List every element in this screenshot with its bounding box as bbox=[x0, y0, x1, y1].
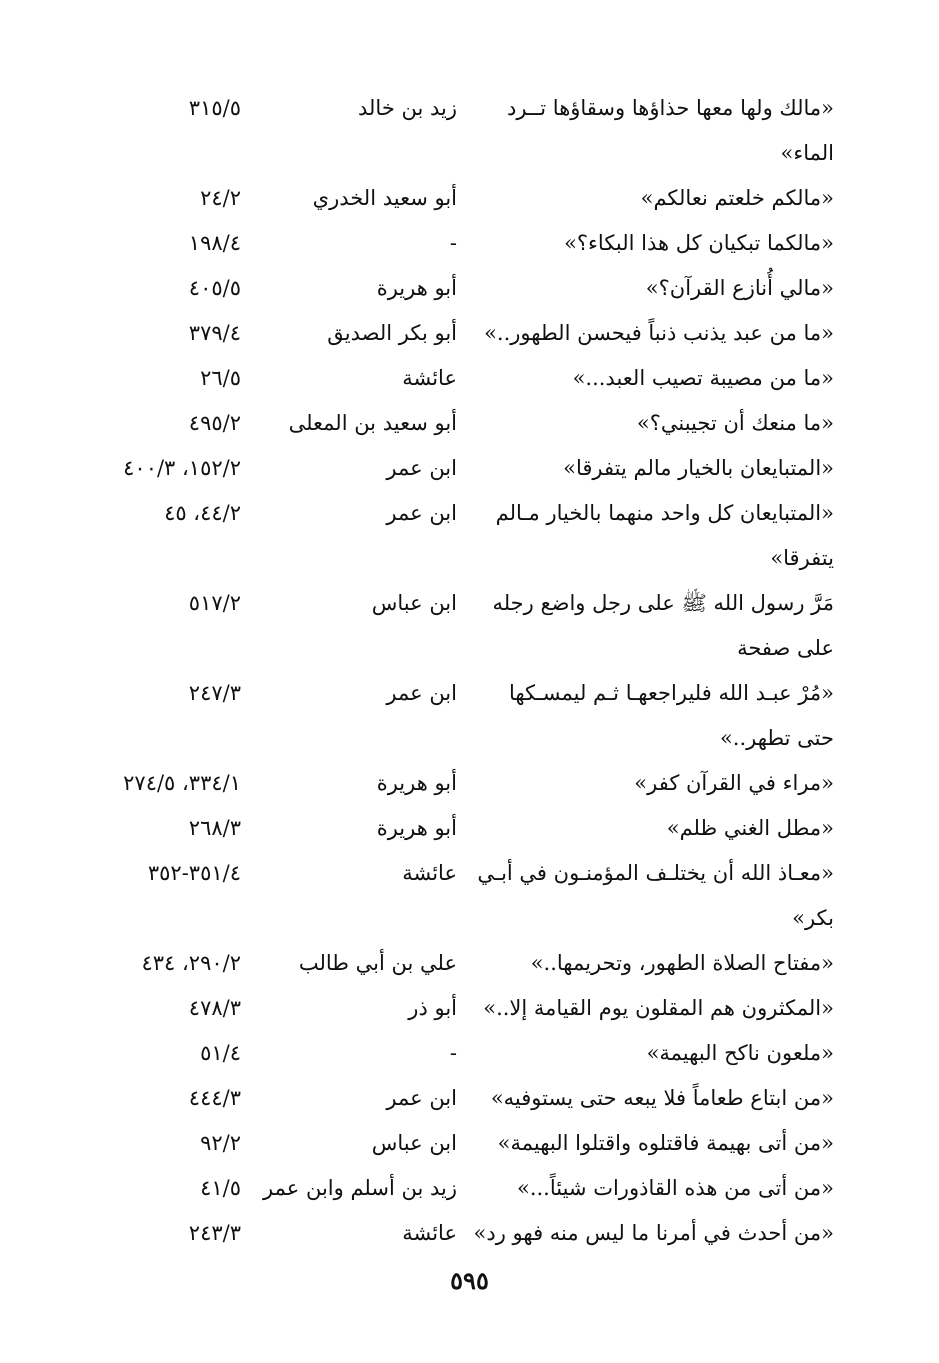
index-row bbox=[0, 626, 939, 671]
volume-page-ref: ٢٤٧/٣ bbox=[188, 681, 241, 705]
volume-page-ref: ٣٥١/٤-٣٥٢ bbox=[147, 861, 241, 885]
index-row bbox=[0, 941, 939, 986]
hadith-text: «مُرْ عبـد الله فليراجعهـا ثـم ليمسـكها bbox=[508, 681, 834, 705]
narrator-name: ابن عمر bbox=[386, 456, 457, 480]
narrator-name: زيد بن خالد bbox=[358, 96, 457, 120]
hadith-text: يتفرقا» bbox=[770, 546, 834, 570]
index-row bbox=[0, 851, 939, 896]
narrator-name: ابن عمر bbox=[386, 501, 457, 525]
hadith-text: «ملعون ناكح البهيمة» bbox=[646, 1041, 834, 1065]
index-row bbox=[0, 896, 939, 941]
index-row bbox=[0, 806, 939, 851]
narrator-name: أبو سعيد الخدري bbox=[312, 186, 457, 210]
hadith-text: «من أتى بهيمة فاقتلوه واقتلوا البهيمة» bbox=[497, 1131, 834, 1155]
page-number: ٥٩٥ bbox=[450, 1266, 489, 1295]
volume-page-ref: ٤١/٥ bbox=[200, 1176, 241, 1200]
hadith-text: «مالكم خلعتم نعالكم» bbox=[640, 186, 834, 210]
index-row bbox=[0, 581, 939, 626]
index-row bbox=[0, 1211, 939, 1256]
index-row bbox=[0, 986, 939, 1031]
hadith-text: «المتبايعان كل واحد منهما بالخيار مـالم bbox=[495, 501, 834, 525]
index-row bbox=[0, 716, 939, 761]
narrator-name: علي بن أبي طالب bbox=[298, 951, 457, 975]
volume-page-ref: ٤٧٨/٣ bbox=[188, 996, 241, 1020]
volume-page-ref: ٣٣٤/١، ٢٧٤/٥ bbox=[123, 771, 241, 795]
index-row bbox=[0, 131, 939, 176]
index-row bbox=[0, 311, 939, 356]
volume-page-ref: ١٥٢/٢، ٤٠٠/٣ bbox=[123, 456, 241, 480]
narrator-name: ابن عمر bbox=[386, 1086, 457, 1110]
volume-page-ref: ٤٤٤/٣ bbox=[188, 1086, 241, 1110]
hadith-text: «مالي أُنازع القرآن؟» bbox=[645, 276, 834, 300]
hadith-text: مَرَّ رسول الله ﷺ على رجل واضع رجله bbox=[492, 591, 834, 615]
narrator-name: أبو هريرة bbox=[376, 816, 457, 840]
volume-page-ref: ٢٦٨/٣ bbox=[188, 816, 241, 840]
index-row bbox=[0, 491, 939, 536]
hadith-text: الماء» bbox=[780, 141, 834, 165]
volume-page-ref: ٤٠٥/٥ bbox=[188, 276, 241, 300]
volume-page-ref: ٢٦/٥ bbox=[200, 366, 241, 390]
hadith-text: «المكثرون هم المقلون يوم القيامة إلا..» bbox=[483, 996, 834, 1020]
index-row bbox=[0, 761, 939, 806]
narrator-name: أبو هريرة bbox=[376, 276, 457, 300]
narrator-name: - bbox=[449, 1041, 457, 1065]
index-row bbox=[0, 176, 939, 221]
narrator-name: - bbox=[449, 231, 457, 255]
index-row bbox=[0, 1076, 939, 1121]
hadith-text: على صفحة bbox=[737, 636, 834, 660]
index-row bbox=[0, 356, 939, 401]
hadith-text: «معـاذ الله أن يختلـف المؤمنـون في أبـي bbox=[477, 861, 834, 885]
volume-page-ref: ٣٧٩/٤ bbox=[188, 321, 241, 345]
volume-page-ref: ١٩٨/٤ bbox=[188, 231, 241, 255]
volume-page-ref: ٢٩٠/٢، ٤٣٤ bbox=[141, 951, 241, 975]
narrator-name: عائشة bbox=[402, 861, 457, 885]
volume-page-ref: ٢٤٣/٣ bbox=[188, 1221, 241, 1245]
index-row bbox=[0, 1031, 939, 1076]
narrator-name: أبو هريرة bbox=[376, 771, 457, 795]
hadith-text: «مفتاح الصلاة الطهور، وتحريمها..» bbox=[530, 951, 834, 975]
hadith-text: «من أحدث في أمرنا ما ليس منه فهو رد» bbox=[473, 1221, 834, 1245]
hadith-text: «المتبايعان بالخيار مالم يتفرقا» bbox=[563, 456, 834, 480]
hadith-text: «ما من عبد يذنب ذنباً فيحسن الطهور..» bbox=[484, 321, 834, 345]
hadith-text: بكر» bbox=[792, 906, 834, 930]
hadith-text: «مالكما تبكيان كل هذا البكاء؟» bbox=[564, 231, 834, 255]
narrator-name: أبو بكر الصديق bbox=[327, 321, 457, 345]
index-row bbox=[0, 221, 939, 266]
narrator-name: عائشة bbox=[402, 1221, 457, 1245]
volume-page-ref: ٥١/٤ bbox=[200, 1041, 241, 1065]
narrator-name: زيد بن أسلم وابن عمر bbox=[263, 1176, 457, 1200]
narrator-name: ابن عباس bbox=[371, 1131, 457, 1155]
volume-page-ref: ٩٢/٢ bbox=[200, 1131, 241, 1155]
index-row bbox=[0, 1121, 939, 1166]
volume-page-ref: ٣١٥/٥ bbox=[188, 96, 241, 120]
volume-page-ref: ٢٤/٢ bbox=[200, 186, 241, 210]
hadith-text: «ما من مصيبة تصيب العبد...» bbox=[572, 366, 834, 390]
narrator-name: ابن عمر bbox=[386, 681, 457, 705]
volume-page-ref: ٤٤/٢، ٤٥ bbox=[164, 501, 241, 525]
volume-page-ref: ٥١٧/٢ bbox=[188, 591, 241, 615]
hadith-text: «من أتى من هذه القاذورات شيئاً...» bbox=[516, 1176, 834, 1200]
index-row bbox=[0, 446, 939, 491]
index-row bbox=[0, 401, 939, 446]
hadith-text: «مالك ولها معها حذاؤها وسقاؤها تــرد bbox=[507, 96, 834, 120]
index-row bbox=[0, 86, 939, 131]
hadith-text: «من ابتاع طعاماً فلا يبعه حتى يستوفيه» bbox=[490, 1086, 834, 1110]
hadith-text: «ما منعك أن تجيبني؟» bbox=[636, 411, 834, 435]
hadith-text: حتى تطهر..» bbox=[719, 726, 834, 750]
narrator-name: أبو سعيد بن المعلى bbox=[288, 411, 457, 435]
hadith-index-list bbox=[0, 86, 939, 1256]
index-row bbox=[0, 536, 939, 581]
index-row bbox=[0, 266, 939, 311]
index-row bbox=[0, 1166, 939, 1211]
hadith-text: «مطل الغني ظلم» bbox=[666, 816, 834, 840]
narrator-name: أبو ذر bbox=[408, 996, 457, 1020]
index-row bbox=[0, 671, 939, 716]
narrator-name: ابن عباس bbox=[371, 591, 457, 615]
volume-page-ref: ٤٩٥/٢ bbox=[188, 411, 241, 435]
hadith-text: «مراء في القرآن كفر» bbox=[634, 771, 834, 795]
narrator-name: عائشة bbox=[402, 366, 457, 390]
